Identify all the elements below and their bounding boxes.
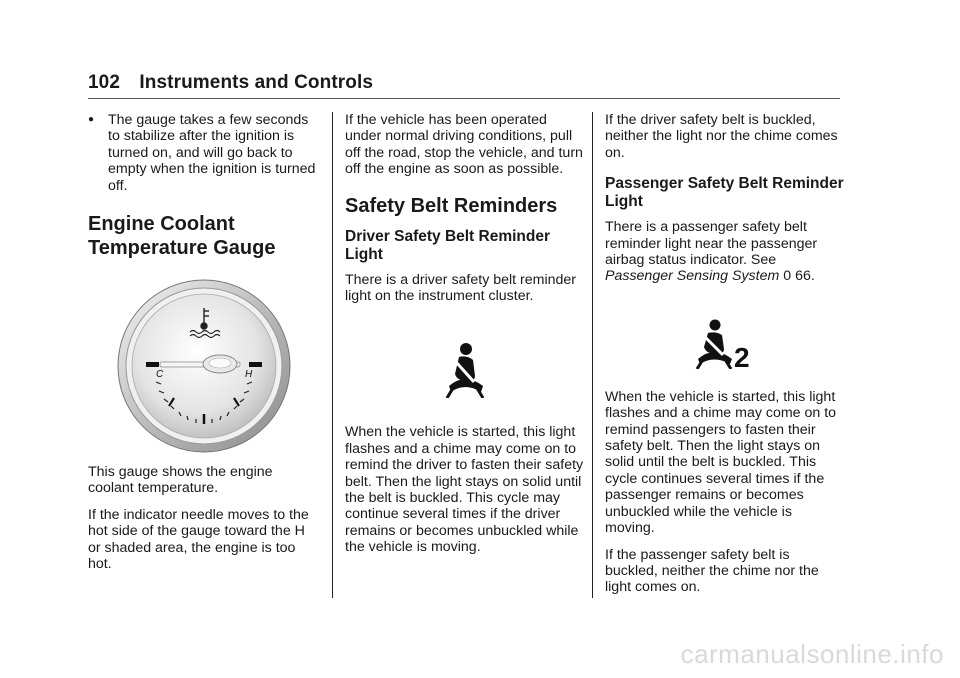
coolant-temperature-gauge [116, 278, 292, 454]
coolant-gauge-figure [88, 278, 320, 454]
passenger-belt-figure [605, 319, 845, 369]
header-rule [88, 98, 840, 99]
safety-belt-heading: Safety Belt Reminders [345, 194, 558, 217]
paragraph: If the vehicle has been operated under normal driving conditions, pull off the road, stop the vehicle, and turn off the engine as soon as possible. [345, 112, 583, 178]
watermark: carmanualsonline.info [680, 639, 944, 669]
passenger-belt-subheading: Passenger Safety Belt Reminder Light [605, 175, 844, 211]
page-number: 102 [88, 72, 121, 93]
cross-reference-link[interactable]: Passenger Sensing System [605, 268, 780, 285]
paragraph: There is a passenger safety belt reminder light near the passenger airbag status indicator. See Passenger Sensing System 0 66. [605, 219, 818, 285]
page-reference: 0 66 [783, 268, 811, 285]
column-divider [592, 112, 593, 598]
bullet-dot: ● [88, 114, 95, 125]
bullet-item [88, 112, 320, 194]
paragraph: If the indicator needle moves to the hot side of the gauge toward the H or shaded area, the engine is too hot. [88, 506, 309, 573]
paragraph: This gauge shows the engine coolant temperature. [88, 464, 273, 497]
seatbelt-reminder-icon [443, 342, 487, 398]
column-divider [332, 112, 333, 598]
paragraph: When the vehicle is started, this light flashes and a chime may come on to remind passengers to fasten their safety belt. Then the light stays on solid until the belt is buckled. This cycle continues several times if the passenger remains or becomes unbuckled while the vehicle is moving. [605, 388, 837, 537]
bullet-text: The gauge takes a few seconds to stabilize after the ignition is turned on, and will go back to empty when the ignition is turned off. [108, 112, 316, 194]
section-title: Instruments and Controls [139, 72, 373, 93]
gauge-cold-label: C [156, 369, 164, 381]
driver-belt-figure [345, 342, 585, 398]
coolant-gauge-heading: Engine Coolant Temperature Gauge [88, 213, 276, 260]
gauge-hot-label: H [245, 369, 253, 381]
column-2 [345, 112, 585, 566]
column-3 [605, 112, 845, 606]
column-1 [88, 112, 320, 582]
paragraph: If the passenger safety belt is buckled, neither the chime nor the light comes on. [605, 546, 819, 596]
paragraph: If the driver safety belt is buckled, neither the light nor the chime comes on. [605, 112, 838, 161]
driver-belt-subheading: Driver Safety Belt Reminder Light [345, 227, 551, 263]
page-header [88, 72, 840, 94]
paragraph: When the vehicle is started, this light flashes and a chime may come on to remind the driver to fasten their safety belt. Then the light stays on solid until the belt is buckled. This cycle may continue several times if the driver remains or becomes unbuckled while the vehicle is moving. [345, 424, 584, 556]
passenger-seatbelt-reminder-icon [694, 319, 756, 369]
seat-number: 2 [734, 341, 750, 369]
paragraph: There is a driver safety belt reminder light on the instrument cluster. [345, 271, 577, 305]
